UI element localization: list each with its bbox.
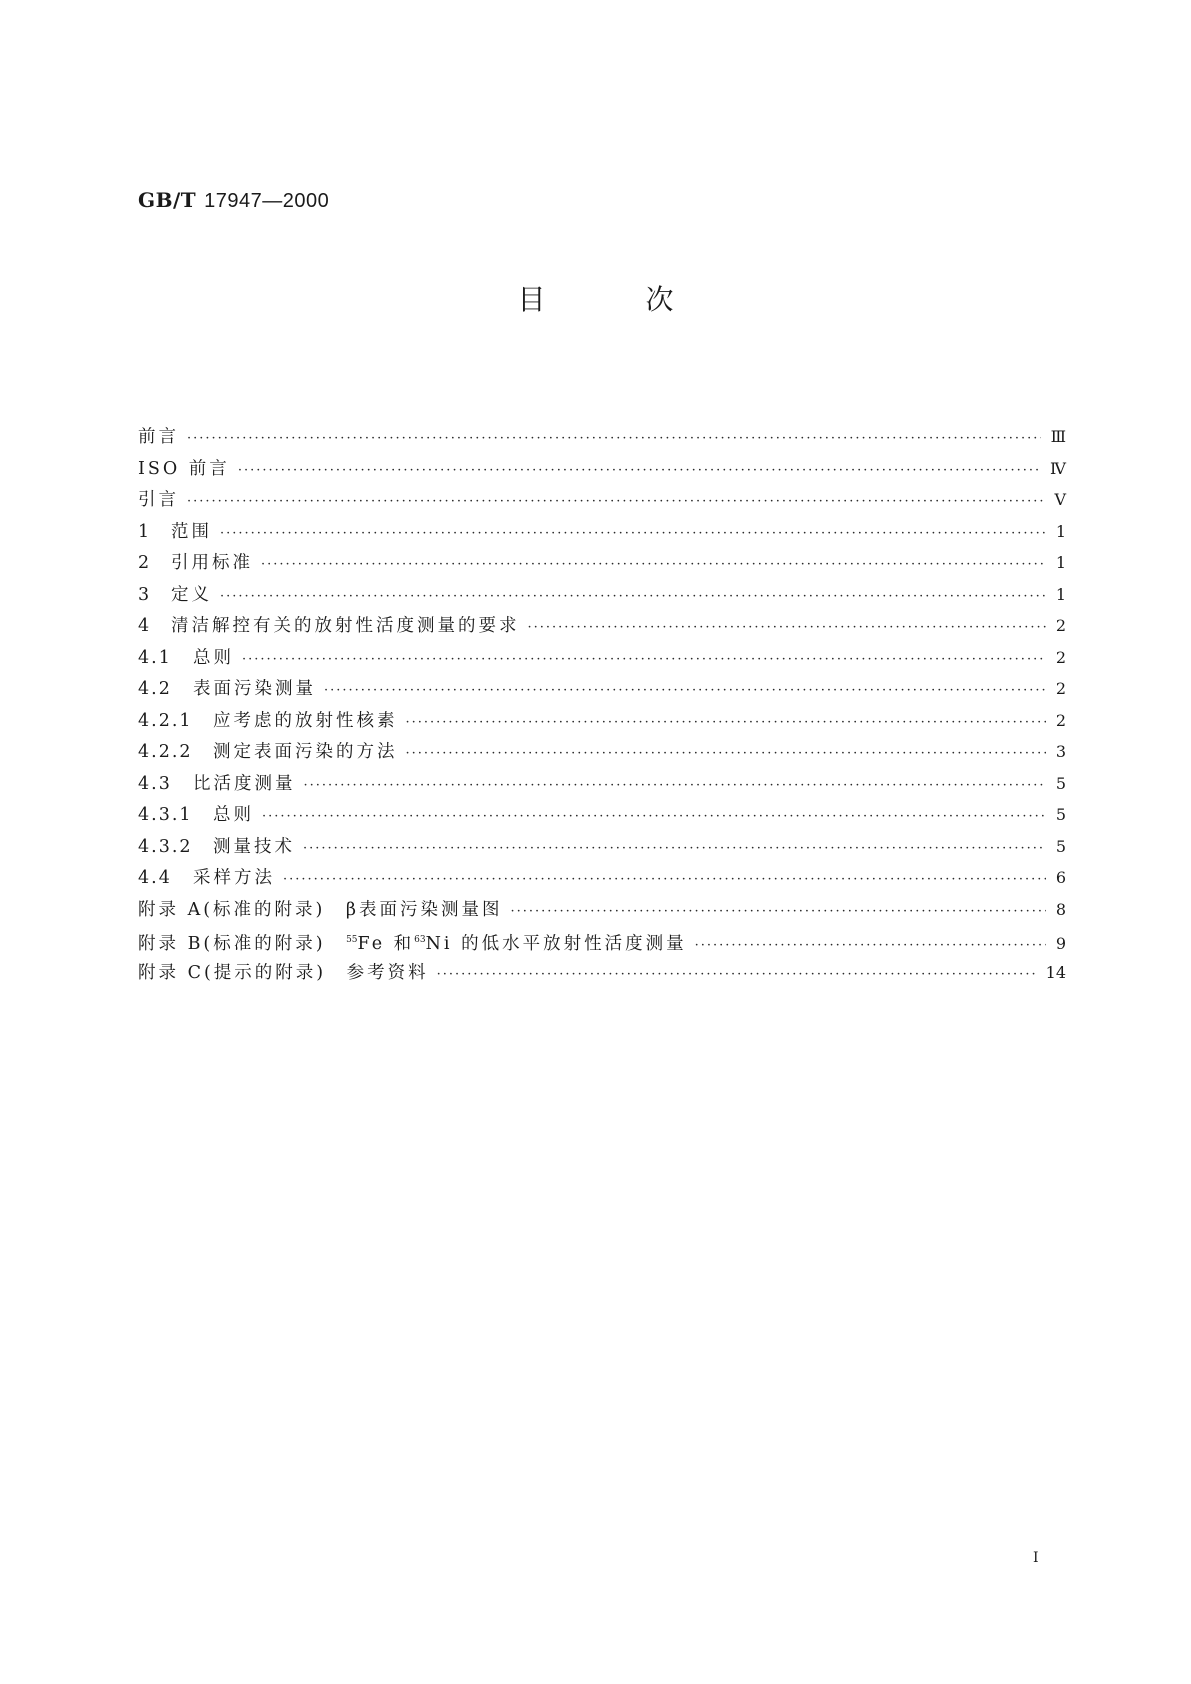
dot-leader — [324, 675, 1046, 707]
toc-entry-page: 9 — [1055, 934, 1066, 953]
toc-entry-4-2-2[interactable] — [138, 736, 1066, 768]
dot-leader — [262, 801, 1046, 833]
toc-entry-page: 5 — [1055, 805, 1066, 824]
table-of-contents — [138, 421, 1066, 988]
dot-leader — [304, 770, 1046, 802]
toc-entry-page: 1 — [1055, 521, 1066, 541]
dot-leader — [283, 864, 1046, 896]
standard-code — [138, 188, 329, 213]
standard-number: 17947—2000 — [204, 190, 330, 212]
dot-leader — [528, 612, 1046, 644]
annex-b-label-part: Ni 的低水平放射性活度测量 — [425, 934, 687, 954]
toc-entry-4-2[interactable] — [138, 673, 1066, 705]
toc-entry-page: Ⅴ — [1054, 490, 1066, 509]
dot-leader — [406, 738, 1046, 770]
toc-entry-label: ISO 前言 — [138, 458, 230, 479]
toc-entry-annex-c[interactable] — [138, 957, 1066, 989]
toc-entry-number: 1 — [138, 521, 152, 542]
toc-entry-page: Ⅲ — [1050, 427, 1066, 446]
toc-title — [0, 278, 1191, 318]
toc-entry-page: 1 — [1055, 553, 1066, 572]
page-number: I — [1033, 1550, 1039, 1566]
toc-entry-label: 引言 — [138, 490, 179, 510]
toc-entry-number: 2 — [138, 553, 152, 573]
toc-entry-number: 4.3.2 — [138, 836, 193, 857]
toc-entry-annex-a[interactable] — [138, 894, 1066, 926]
toc-title-char-2: 次 — [645, 283, 674, 316]
dot-leader — [187, 486, 1044, 518]
ni-mass-number: 63 — [414, 935, 426, 945]
toc-entry-1[interactable] — [138, 516, 1066, 548]
toc-entry-page: 6 — [1055, 868, 1066, 887]
annex-b-label-part: 附录 B(标准的附录) — [138, 934, 347, 954]
toc-entry-number: 4.3 — [138, 773, 172, 794]
toc-entry-number: 3 — [138, 584, 152, 605]
dot-leader — [261, 549, 1046, 581]
toc-entry-3[interactable] — [138, 579, 1066, 611]
toc-entry-4-1[interactable] — [138, 642, 1066, 674]
toc-entry-page: 2 — [1055, 710, 1066, 730]
toc-entry-4-3-1[interactable] — [138, 799, 1066, 831]
dot-leader — [695, 930, 1046, 962]
toc-entry-page: 3 — [1055, 742, 1066, 761]
toc-entry-annex-b[interactable] — [138, 925, 1066, 957]
toc-entry-page: 2 — [1055, 616, 1066, 635]
toc-entry-label: 范围 — [171, 521, 212, 542]
dot-leader — [238, 455, 1040, 487]
toc-entry-4-3-2[interactable] — [138, 831, 1066, 863]
dot-leader — [220, 518, 1046, 550]
toc-title-char-1: 目 — [517, 283, 546, 316]
toc-entry-iso-foreword[interactable] — [138, 453, 1066, 485]
fe-mass-number: 55 — [346, 935, 358, 945]
toc-entry-label — [138, 925, 687, 961]
toc-entry-label: 采样方法 — [193, 868, 275, 888]
toc-entry-label: 附录 A(标准的附录) β表面污染测量图 — [138, 899, 503, 920]
toc-entry-label: 比活度测量 — [193, 773, 296, 794]
dot-leader — [510, 896, 1045, 928]
dot-leader — [220, 581, 1046, 613]
toc-entry-number: 4.1 — [138, 647, 172, 668]
dot-leader — [187, 423, 1041, 455]
toc-entry-label: 测定表面污染的方法 — [213, 742, 398, 762]
toc-entry-4[interactable] — [138, 610, 1066, 642]
toc-entry-label: 附录 C(提示的附录) 参考资料 — [138, 962, 429, 983]
toc-entry-label: 总则 — [213, 805, 254, 825]
toc-entry-label: 清洁解控有关的放射性活度测量的要求 — [171, 616, 520, 636]
toc-entry-page: 2 — [1055, 647, 1066, 667]
toc-entry-foreword[interactable] — [138, 421, 1066, 453]
toc-entry-label: 测量技术 — [213, 836, 295, 857]
dot-leader — [303, 833, 1046, 865]
dot-leader — [242, 644, 1046, 676]
toc-entry-page: 2 — [1055, 679, 1066, 698]
toc-entry-label: 定义 — [171, 584, 212, 605]
toc-entry-4-3[interactable] — [138, 768, 1066, 800]
toc-entry-introduction[interactable] — [138, 484, 1066, 516]
dot-leader — [437, 959, 1036, 991]
toc-entry-4-4[interactable] — [138, 862, 1066, 894]
toc-entry-page: 5 — [1055, 836, 1066, 856]
toc-entry-2[interactable] — [138, 547, 1066, 579]
toc-entry-label: 应考虑的放射性核素 — [213, 710, 398, 731]
toc-entry-label: 前言 — [138, 427, 179, 447]
toc-entry-4-2-1[interactable] — [138, 705, 1066, 737]
toc-entry-label: 表面污染测量 — [193, 679, 316, 699]
toc-entry-page: 1 — [1055, 584, 1066, 604]
toc-entry-page: 5 — [1055, 773, 1066, 793]
toc-entry-number: 4.2 — [138, 679, 172, 699]
toc-entry-label: 总则 — [193, 647, 234, 668]
toc-entry-label: 引用标准 — [171, 553, 253, 573]
toc-entry-number: 4 — [138, 616, 152, 636]
toc-entry-page: Ⅳ — [1050, 458, 1066, 478]
toc-entry-page: 14 — [1045, 962, 1066, 982]
standard-prefix: GB/T — [138, 188, 197, 212]
dot-leader — [406, 707, 1046, 739]
toc-entry-number: 4.3.1 — [138, 805, 193, 825]
toc-entry-page: 8 — [1055, 899, 1066, 919]
toc-entry-number: 4.2.1 — [138, 710, 193, 731]
toc-entry-number: 4.2.2 — [138, 742, 193, 762]
toc-entry-number: 4.4 — [138, 868, 172, 888]
annex-b-label-part: Fe 和 — [357, 934, 415, 954]
